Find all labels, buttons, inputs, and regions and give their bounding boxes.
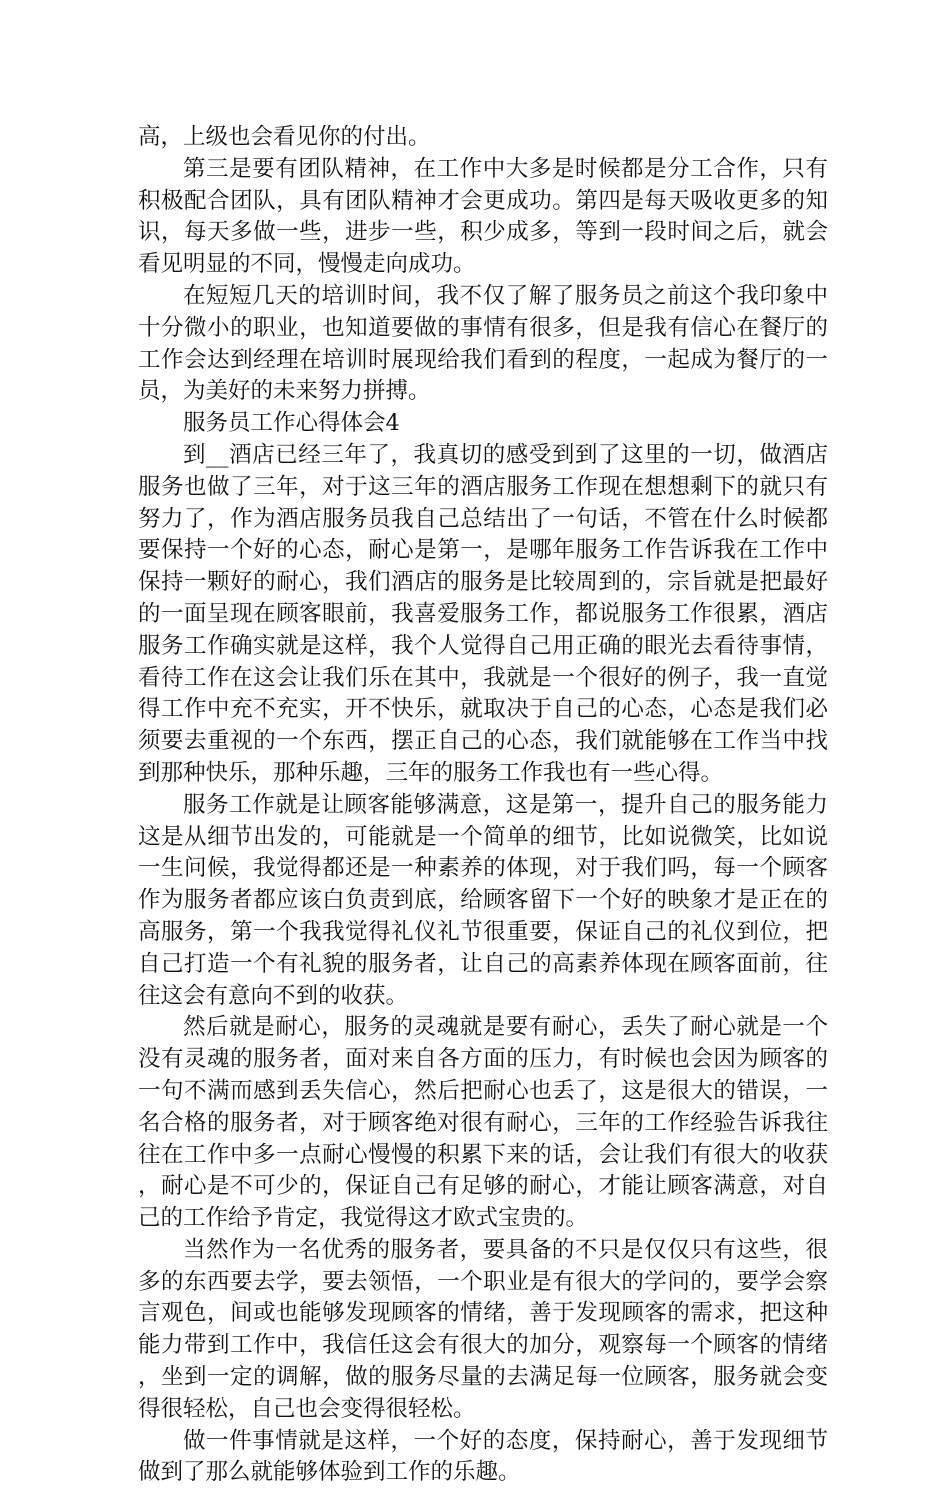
- paragraph: 在短短几天的培训时间，我不仅了解了服务员之前这个我印象中十分微小的职业，也知道要做的事情有很多，但是我有信心在餐厅的工作会达到经理在培训时展现给我们看到的程度，一起成为餐厅的一员，为美好的未来努力拼搏。: [138, 282, 828, 405]
- paragraph: 服务工作就是让顾客能够满意，这是第一，提升自己的服务能力这是从细节出发的，可能就是一个简单的细节，比如说微笑，比如说一生问候，我觉得都还是一种素养的体现，对于我们吗，每一个顾客作为服务者都应该白负责到底，给顾客留下一个好的映象才是正在的高服务，第一个我我觉得礼仪礼节很重要，保证自己的礼仪到位，把自己打造一个有礼貌的服务者，让自己的高素养体现在顾客面前，往往这会有意向不到的收获。: [138, 791, 828, 1009]
- paragraph: 然后就是耐心，服务的灵魂就是要有耐心，丢失了耐心就是一个没有灵魂的服务者，面对来自各方面的压力，有时候也会因为顾客的一句不满而感到丢失信心，然后把耐心也丢了，这是很大的错误，一名合格的服务者，对于顾客绝对很有耐心，三年的工作经验告诉我往往在工作中多一点耐心慢慢的积累下来的话，会让我们有很大的收获，耐心是不可少的，保证自己有足够的耐心，才能让顾客满意，对自己的工作给予肯定，我觉得这才欧式宝贵的。: [138, 1014, 828, 1232]
- paragraph: 第三是要有团队精神，在工作中大多是时候都是分工合作，只有积极配合团队，具有团队精神才会更成功。第四是每天吸收更多的知识，每天多做一些，进步一些，积少成多，等到一段时间之后，就会看见明显的不同，慢慢走向成功。: [138, 155, 828, 278]
- document-body: [138, 122, 828, 1489]
- paragraph: 当然作为一名优秀的服务者，要具备的不只是仅仅只有这些，很多的东西要去学，要去领悟，一个职业是有很大的学问的，要学会察言观色，间或也能够发现顾客的情绪，善于发现顾客的需求，把这种能力带到工作中，我信任这会有很大的加分，观察每一个顾客的情绪，坐到一定的调解，做的服务尽量的去满足每一位顾客，服务就会变得很轻松，自己也会变得很轻松。: [138, 1236, 828, 1422]
- paragraph: 高，上级也会看见你的付出。: [138, 124, 431, 150]
- paragraph: 做一件事情就是这样，一个好的态度，保持耐心，善于发现细节做到了那么就能够体验到工作的乐趣。: [138, 1427, 828, 1486]
- section-heading: 服务员工作心得体会4: [183, 410, 400, 437]
- paragraph: 到__酒店已经三年了，我真切的感受到到了这里的一切，做酒店服务也做了三年，对于这三年的酒店服务工作现在想想剩下的就只有努力了，作为酒店服务员我自己总结出了一句话，不管在什么时候都要保持一个好的心态，耐心是第一，是哪年服务工作告诉我在工作中保持一颗好的耐心，我们酒店的服务是比较周到的，宗旨就是把最好的一面呈现在顾客眼前，我喜爱服务工作，都说服务工作很累，酒店服务工作确实就是这样，我个人觉得自己用正确的眼光去看待事情，看待工作在这会让我们乐在其中，我就是一个很好的例子，我一直觉得工作中充不充实，开不快乐，就取决于自己的心态，心态是我们必须要去重视的一个东西，摆正自己的心态，我们就能够在工作当中找到那种快乐，那种乐趣，三年的服务工作我也有一些心得。: [138, 441, 828, 786]
